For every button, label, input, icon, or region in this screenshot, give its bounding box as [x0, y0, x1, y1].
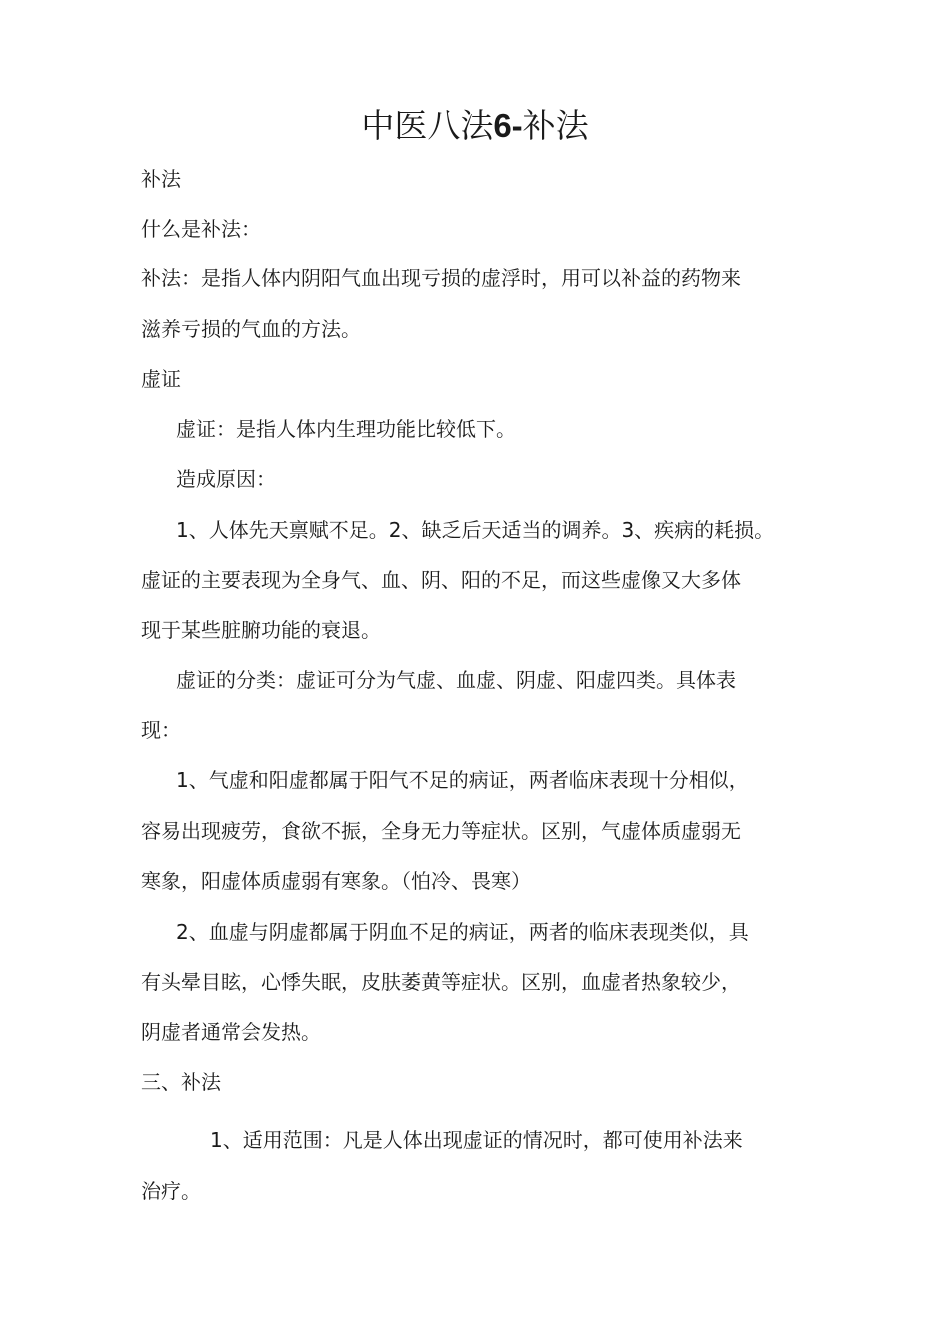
- title-number: 6-: [493, 107, 523, 144]
- paragraph-line: 滋养亏损的气血的方法。: [141, 317, 361, 341]
- paragraph-line: 阴虚者通常会发热。: [141, 1020, 321, 1044]
- paragraph-line: 1、适用范围：凡是人体出现虚证的情况时，都可使用补法来: [210, 1128, 743, 1152]
- section-heading-bufa: 补法: [141, 167, 181, 191]
- paragraph-line: 寒象，阳虚体质虚弱有寒象。（怕冷、畏寒）: [141, 869, 531, 893]
- paragraph-line: 虚证：是指人体内生理功能比较低下。: [176, 417, 516, 441]
- paragraph-line: 治疗。: [141, 1179, 201, 1203]
- subheading-causes: 造成原因：: [176, 467, 276, 491]
- paragraph-line: 容易出现疲劳，食欲不振，全身无力等症状。区别，气虚体质虚弱无: [141, 819, 741, 843]
- paragraph-line: 虚证的分类：虚证可分为气虚、血虚、阴虚、阳虚四类。具体表: [176, 668, 736, 692]
- title-prefix: 中医八法: [361, 106, 494, 145]
- paragraph-line: 有头晕目眩，心悸失眠，皮肤萎黄等症状。区别，血虚者热象较少，: [141, 970, 741, 994]
- paragraph-line: 现于某些脏腑功能的衰退。: [141, 618, 381, 642]
- paragraph-line: 1、气虚和阳虚都属于阳气不足的病证，两者临床表现十分相似，: [176, 768, 749, 792]
- paragraph-line: 补法：是指人体内阴阳气血出现亏损的虚浮时，用可以补益的药物来: [141, 266, 741, 290]
- title-suffix: 补法: [522, 106, 589, 145]
- question-heading: 什么是补法：: [141, 217, 261, 241]
- paragraph-line: 虚证的主要表现为全身气、血、阴、阳的不足，而这些虚像又大多体: [141, 568, 741, 592]
- paragraph-line: 现：: [141, 718, 181, 742]
- section-heading-three-bufa: 三、补法: [141, 1070, 221, 1094]
- paragraph-line: 2、血虚与阴虚都属于阴血不足的病证，两者的临床表现类似，具: [176, 920, 749, 944]
- section-heading-xuzheng: 虚证: [141, 367, 181, 391]
- paragraph-line: 1、人体先天禀赋不足。2、缺乏后天适当的调养。3、疾病的耗损。: [176, 518, 775, 542]
- document-title: [0, 100, 950, 152]
